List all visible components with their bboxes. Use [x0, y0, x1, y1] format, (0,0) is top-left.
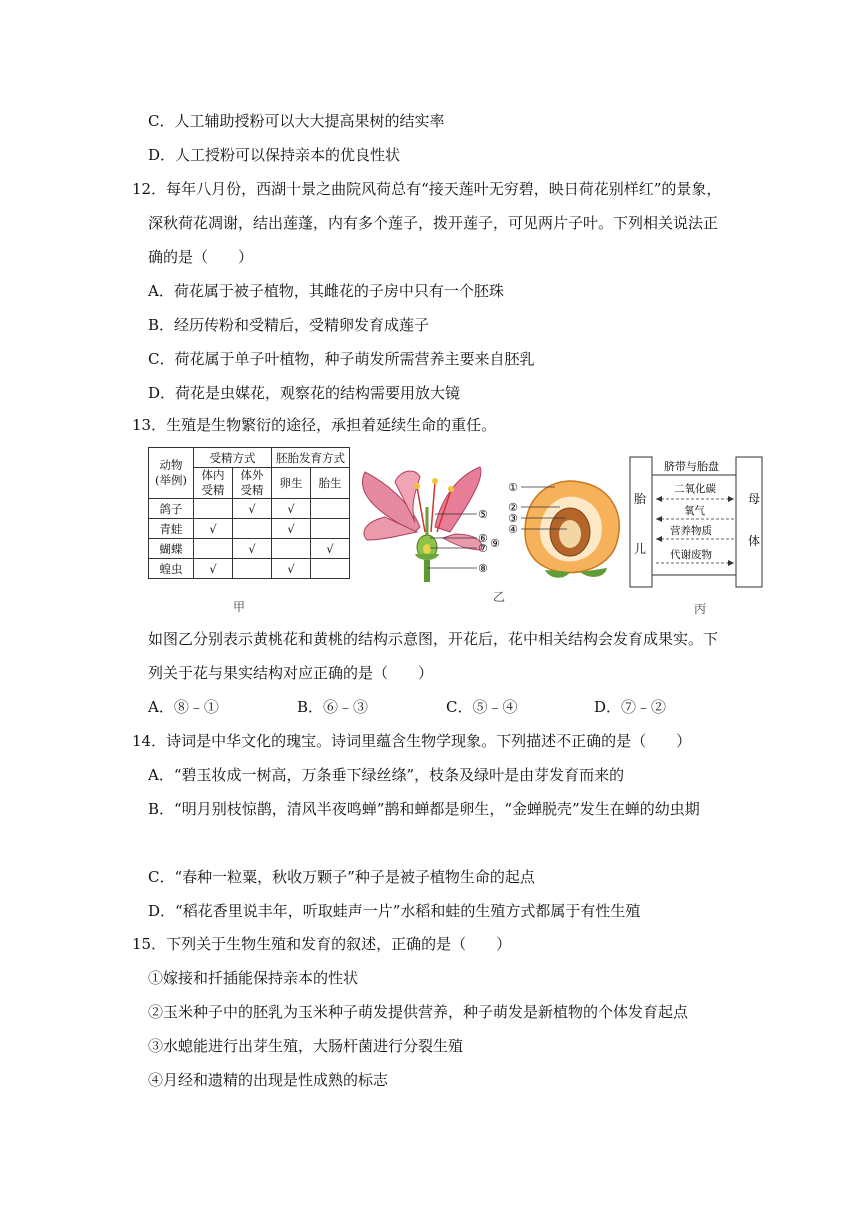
table-row: [149, 519, 350, 539]
label-4: ④: [508, 523, 518, 536]
label-2: ②: [508, 501, 518, 514]
table-cell: √: [272, 559, 311, 579]
q13-option-a: A．⑧﹣①: [148, 698, 219, 716]
q12-option-a: A．荷花属于被子植物，其雌花的子房中只有一个胚珠: [148, 282, 504, 300]
q15-statement-2: ②玉米种子中的胚乳为玉米种子萌发提供营养，种子萌发是新植物的个体发育起点: [148, 1003, 689, 1021]
q15-statement-4: ④月经和遗精的出现是性成熟的标志: [148, 1071, 389, 1089]
table-cell: [311, 499, 350, 519]
arrow-label-waste: 代谢废物: [670, 549, 712, 561]
table-cell: √: [233, 539, 272, 559]
bing-mother-1: 母: [748, 492, 761, 506]
label-8: ⑧: [478, 562, 488, 575]
q12-stem-line3: 确的是（ ）: [148, 248, 254, 266]
table-header-development: 胚胎发育方式: [272, 448, 350, 468]
figure-bing: [628, 455, 768, 594]
table-row: [149, 539, 350, 559]
arrow-label-nutrients: 营养物质: [670, 525, 712, 537]
caption-bing: 丙: [694, 602, 707, 616]
q14-option-c: C．“春种一粒粟，秋收万颗子”种子是被子植物生命的起点: [148, 868, 535, 886]
q13-option-b: B．⑥﹣③: [297, 698, 369, 716]
q14-option-a: A．“碧玉妆成一树高，万条垂下绿丝绦”，枝条及绿叶是由芽发育而来的: [148, 766, 625, 784]
label-6: ⑥: [478, 532, 488, 545]
q12-option-b: B．经历传粉和受精后，受精卵发育成莲子: [148, 316, 430, 334]
table-cell: √: [272, 499, 311, 519]
bing-mother-2: 体: [748, 534, 761, 548]
table-cell: [194, 539, 233, 559]
q13-option-d: D．⑦﹣②: [594, 698, 667, 716]
q14-option-d: D．“稻花香里说丰年，听取蛙声一片”水稻和蛙的生殖方式都属于有性生殖: [148, 902, 641, 920]
q12-option-c: C．荷花属于单子叶植物，种子萌发所需营养主要来自胚乳: [148, 350, 535, 368]
table-cell: √: [194, 519, 233, 539]
q14-stem: 14．诗词是中华文化的瑰宝。诗词里蕴含生物学现象。下列描述不正确的是（ ）: [132, 732, 692, 750]
q11-option-d: D．人工授粉可以保持亲本的优良性状: [148, 146, 401, 164]
table-row: [149, 559, 350, 579]
label-9: ⑨: [490, 537, 500, 550]
figure-yi: [355, 462, 625, 586]
table-header-oviparous: 卵生: [272, 468, 311, 499]
bing-title: 脐带与胎盘: [664, 460, 719, 473]
q13-question-line2: 列关于花与果实结构对应正确的是（ ）: [148, 664, 434, 682]
flower-illustration: [362, 467, 481, 582]
bing-fetus-2: 儿: [634, 542, 647, 556]
label-1: ①: [508, 481, 518, 494]
table-cell: √: [272, 519, 311, 539]
table-cell: [194, 499, 233, 519]
table-cell: [233, 519, 272, 539]
table-cell-animal: 鸽子: [149, 499, 194, 519]
q15-stem: 15．下列关于生物生殖和发育的叙述，正确的是（ ）: [132, 935, 512, 953]
table-cell: [233, 559, 272, 579]
table-header-animal: 动物 (举例): [149, 448, 194, 499]
arrow-label-co2: 二氧化碳: [674, 483, 716, 495]
label-7: ⑦: [478, 542, 488, 555]
table-cell: √: [311, 539, 350, 559]
q13-option-c: C．⑤﹣④: [446, 698, 518, 716]
q13-question-line1: 如图乙分别表示黄桃花和黄桃的结构示意图，开花后，花中相关结构会发育成果实。下: [148, 630, 719, 648]
table-cell: [311, 519, 350, 539]
q15-statement-3: ③水螅能进行出芽生殖，大肠杆菌进行分裂生殖: [148, 1037, 464, 1055]
table-cell: [311, 559, 350, 579]
table-header-external: 体外 受精: [233, 468, 272, 499]
q13-stem: 13．生殖是生物繁衍的途径，承担着延续生命的重任。: [132, 416, 497, 434]
arrow-label-o2: 氧气: [684, 505, 705, 517]
table-cell-animal: 蝴蝶: [149, 539, 194, 559]
q14-option-b: B．“明月别枝惊鹊，清风半夜鸣蝉”鹊和蝉都是卵生，“金蝉脱壳”发生在蝉的幼虫期: [148, 800, 700, 818]
q12-option-d: D．荷花是虫媒花，观察花的结构需要用放大镜: [148, 384, 461, 402]
table-cell-animal: 蝗虫: [149, 559, 194, 579]
table-cell: [272, 539, 311, 559]
caption-jia: 甲: [233, 600, 246, 614]
peach-illustration: [525, 481, 619, 578]
figure-jia-table: [148, 447, 350, 579]
label-5: ⑤: [478, 508, 488, 521]
q12-stem-line1: 12．每年八月份，西湖十景之曲院风荷总有“接天莲叶无穷碧，映日荷花别样红”的景象，: [132, 180, 722, 198]
bing-fetus-1: 胎: [634, 492, 647, 506]
table-row: [149, 499, 350, 519]
q12-stem-line2: 深秋荷花凋谢，结出莲蓬，内有多个莲子，拨开莲子，可见两片子叶。下列相关说法正: [148, 214, 719, 232]
q11-option-c: C．人工辅助授粉可以大大提高果树的结实率: [148, 112, 445, 130]
q15-statement-1: ①嫁接和扦插能保持亲本的性状: [148, 969, 359, 987]
caption-yi: 乙: [493, 590, 506, 604]
table-header-fertilization: 受精方式: [194, 448, 272, 468]
label-3: ③: [508, 512, 518, 525]
table-cell: √: [194, 559, 233, 579]
table-cell-animal: 青蛙: [149, 519, 194, 539]
table-cell: √: [233, 499, 272, 519]
table-header-viviparous: 胎生: [311, 468, 350, 499]
table-header-internal: 体内 受精: [194, 468, 233, 499]
